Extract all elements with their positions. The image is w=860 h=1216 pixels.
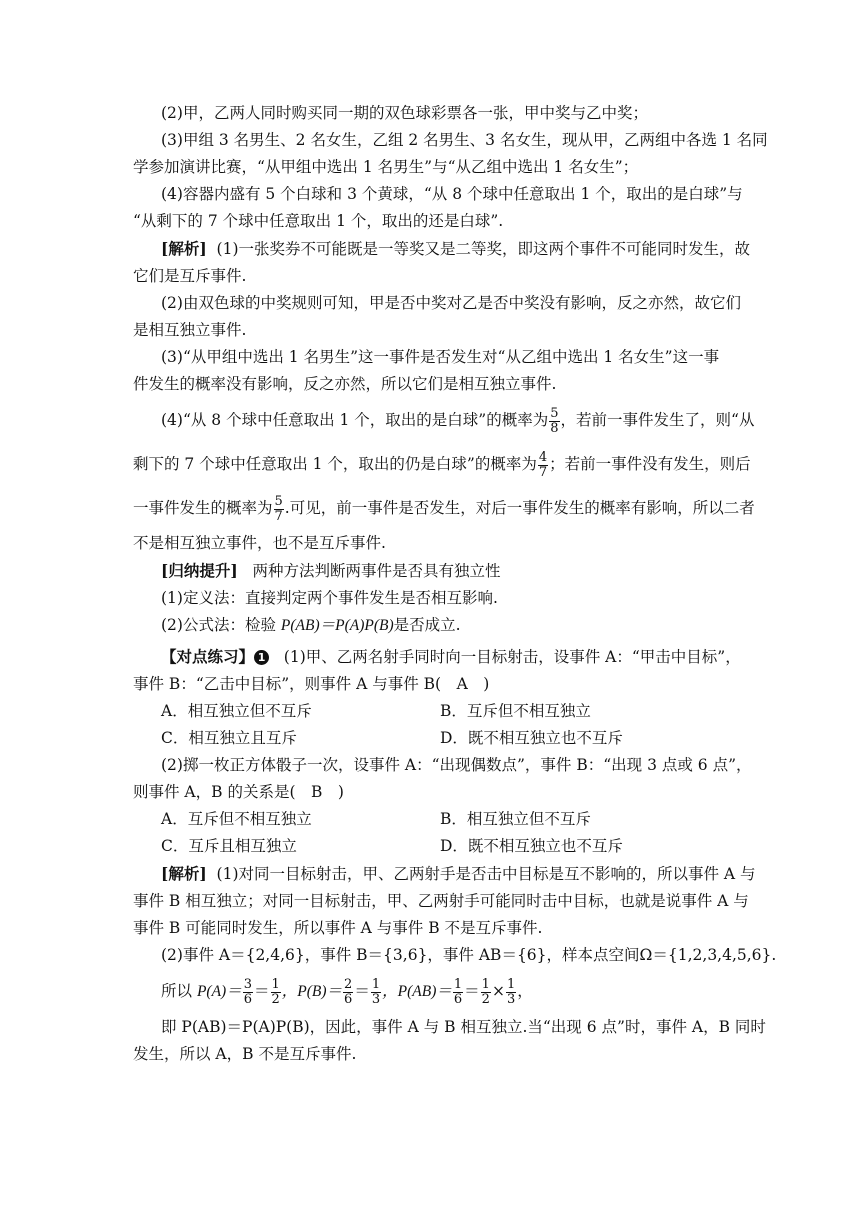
answer-4-text-f: .可见，前一事件是否发生，对后一事件发生的概率有影响，所以二者 xyxy=(284,499,755,517)
practice-2-line-2: 则事件 A，B 的关系是( B ) xyxy=(133,783,344,801)
practice-1-text: (1)甲、乙两名射手同时向一目标射击，设事件 A：“甲击中目标”， xyxy=(283,648,741,666)
document-content xyxy=(133,100,777,1068)
fraction-denominator: 6 xyxy=(453,991,463,1007)
solution-2-prefix: 所以 xyxy=(161,982,197,1000)
solution-1-line-3: 事件 B 可能同时发生，所以事件 A 与事件 B 不是互斥事件. xyxy=(133,919,543,937)
practice-tag: 【对点练习】 xyxy=(161,647,255,666)
fraction-numerator: 5 xyxy=(550,405,559,421)
practice-1-line-2: 事件 B：“乙击中目标”，则事件 A 与事件 B( A ) xyxy=(133,675,490,693)
guina-heading xyxy=(133,557,733,585)
practice-2-options-row-2 xyxy=(133,833,733,860)
option-b: B．互斥但不相互独立 xyxy=(440,702,591,720)
fraction-denominator: 2 xyxy=(481,991,490,1007)
fraction-denominator: 8 xyxy=(550,420,559,436)
prob-ab-label: ，P(AB)＝ xyxy=(382,983,452,1000)
fraction-numerator: 4 xyxy=(538,449,548,465)
answer-4-text-c: 剩下的 7 个球中任意取出 1 个，取出的仍是白球”的概率为 xyxy=(133,455,537,473)
method-2-text-end: 是否成立. xyxy=(393,616,461,634)
fraction-denominator: 7 xyxy=(274,508,283,524)
fraction-denominator: 7 xyxy=(538,464,548,480)
fraction-1-3 xyxy=(371,978,381,1007)
answer-1-line-2: 它们是互斥事件. xyxy=(133,267,247,285)
answer-2-line-2: 是相互独立事件. xyxy=(133,321,247,339)
fraction-5-8 xyxy=(549,407,559,436)
option-b: B．相互独立但不互斥 xyxy=(440,810,591,828)
answer-1-line-1 xyxy=(133,235,750,263)
question-2: (2)甲，乙两人同时购买同一期的双色球彩票各一张，甲中奖与乙中奖； xyxy=(161,104,648,122)
answer-2-line-1: (2)由双色球的中奖规则可知，甲是否中奖对乙是否中奖没有影响，反之亦然，故它们 xyxy=(161,294,741,312)
method-2 xyxy=(133,612,733,639)
option-a: A．相互独立但不互斥 xyxy=(161,702,312,720)
answer-4-text-e: 一事件发生的概率为 xyxy=(133,499,273,517)
option-d: D．既不相互独立也不互斥 xyxy=(440,837,623,855)
solution-2-line-2: 所以 P(A)＝ $\frac{3}{6}$ ＝ $\frac{1}{2}$ ，P(B)＝ $\frac{2}{6}$ ＝ $\frac{1}{3}$ ，P(AB)＝ $\frac{1}{6}$ ＝ $\frac{1}{2}$ × $\frac{1}{3}$ ， xyxy=(161,976,533,1007)
fraction-numerator: 3 xyxy=(243,976,252,992)
answer-3-line-1: (3)“从甲组中选出 1 名男生”这一事件是否发生对“从乙组中选出 1 名女生”这一事 xyxy=(161,348,720,366)
solution-1-line-1 xyxy=(133,860,756,888)
answer-4-line-3 xyxy=(133,486,755,530)
fraction-5-7 xyxy=(274,495,284,524)
option-c: C．相互独立且互斥 xyxy=(161,729,297,747)
practice-2-line-1: (2)掷一枚正方体骰子一次，设事件 A：“出现偶数点”，事件 B：“出现 3 点或 6 点”， xyxy=(161,756,752,774)
fraction-1-6 xyxy=(453,978,463,1007)
question-3-line-2: 学参加演讲比赛，“从甲组中选出 1 名男生”与“从乙组中选出 1 名女生”； xyxy=(133,158,639,176)
jiexi-tag: [解析] xyxy=(161,239,207,258)
fraction-1-2 xyxy=(271,978,281,1007)
fraction-3-6 xyxy=(243,978,253,1007)
solution-2-line-1: (2)事件 A＝{2,4,6}，事件 B＝{3,6}，事件 AB＝{6}，样本点空间Ω＝{1,2,3,4,5,6}. xyxy=(161,946,777,964)
fraction-1-3-b xyxy=(506,978,516,1007)
question-4-line-1: (4)容器内盛有 5 个白球和 3 个黄球，“从 8 个球中任意取出 1 个，取出的是白球”与 xyxy=(161,185,743,203)
fraction-numerator: 5 xyxy=(274,493,283,509)
option-c: C．互斥且相互独立 xyxy=(161,837,297,855)
jiexi-tag-2: [解析] xyxy=(161,864,207,883)
prob-a-label: P(A)＝ xyxy=(196,983,242,1000)
fraction-1-2-b xyxy=(481,978,491,1007)
guina-title: 两种方法判断两事件是否具有独立性 xyxy=(252,562,501,580)
guina-tag: [归纳提升] xyxy=(161,561,238,580)
solution-1-line-2: 事件 B 相互独立；对同一目标射击，甲、乙两射手可能同时击中目标，也就是说事件 A 与 xyxy=(133,892,749,910)
fraction-4-7 xyxy=(538,451,548,480)
fraction-denominator: 6 xyxy=(243,991,252,1007)
fraction-numerator: 1 xyxy=(481,976,490,992)
answer-4-line-2 xyxy=(133,442,751,486)
fraction-numerator: 1 xyxy=(453,976,463,992)
prob-b-label: ，P(B)＝ xyxy=(281,983,343,1000)
answer-4-line-1 xyxy=(133,398,755,442)
practice-2-options-row-1 xyxy=(133,806,733,833)
answer-1-text: (1)一张奖券不可能既是一等奖又是二等奖，即这两个事件不可能同时发生，故 xyxy=(216,240,750,258)
practice-1-options-row-1 xyxy=(133,698,733,725)
question-3-line-1: (3)甲组 3 名男生、2 名女生，乙组 2 名男生、3 名女生，现从甲，乙两组中各选 1 名同 xyxy=(161,131,768,149)
fraction-2-6 xyxy=(343,978,353,1007)
method-2-text: (2)公式法：检验 xyxy=(161,616,281,634)
fraction-denominator: 3 xyxy=(506,991,516,1007)
question-4-line-2: “从剩下的 7 个球中任意取出 1 个，取出的还是白球”. xyxy=(133,212,504,230)
option-d: D．既不相互独立也不互斥 xyxy=(440,729,623,747)
method-1: (1)定义法：直接判定两个事件发生是否相互影响. xyxy=(161,589,498,607)
practice-1-options-row-2 xyxy=(133,725,733,752)
solution-1-text: (1)对同一目标射击，甲、乙两射手是否击中目标是互不影响的，所以事件 A 与 xyxy=(216,865,756,883)
method-2-formula: P(AB)＝P(A)P(B) xyxy=(280,617,394,634)
fraction-numerator: 2 xyxy=(344,976,353,992)
practice-number-badge: 1 xyxy=(254,650,269,665)
solution-2-line-3: 即 P(AB)＝P(A)P(B)，因此，事件 A 与 B 相互独立.当“出现 6 点”时，事件 A，B 同时 xyxy=(161,1018,766,1036)
fraction-numerator: 1 xyxy=(371,976,381,992)
answer-3-line-2: 件发生的概率没有影响，反之亦然，所以它们是相互独立事件. xyxy=(133,375,557,393)
fraction-denominator: 3 xyxy=(371,991,381,1007)
solution-2-line-4: 发生，所以 A，B 不是互斥事件. xyxy=(133,1045,357,1063)
fraction-denominator: 2 xyxy=(271,991,280,1007)
practice-1-line-1 xyxy=(133,643,741,671)
fraction-denominator: 6 xyxy=(344,991,353,1007)
fraction-numerator: 1 xyxy=(506,976,516,992)
answer-4-text-b: ，若前一事件发生了，则“从 xyxy=(560,411,755,429)
option-a: A．互斥但不相互独立 xyxy=(161,810,312,828)
answer-4-text-a: (4)“从 8 个球中任意取出 1 个，取出的是白球”的概率为 xyxy=(161,411,549,429)
answer-4-text-d: ；若前一事件没有发生，则后 xyxy=(549,455,751,473)
fraction-numerator: 1 xyxy=(271,976,280,992)
answer-4-line-4: 不是相互独立事件，也不是互斥事件. xyxy=(133,534,386,552)
